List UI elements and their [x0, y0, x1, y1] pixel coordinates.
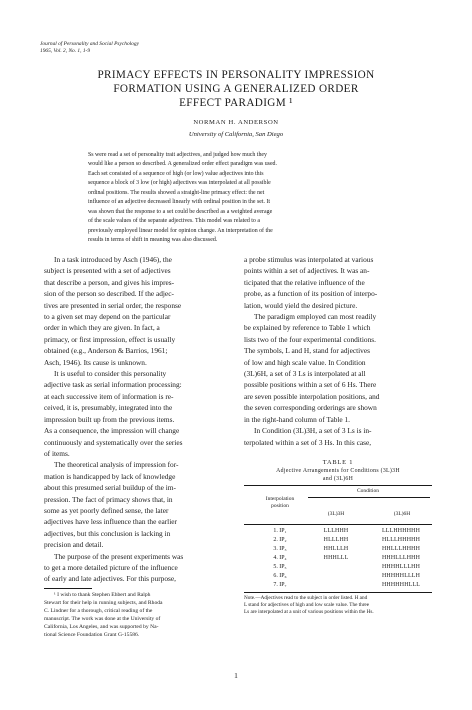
body-line: subject is presented with a set of adjectives: [44, 266, 171, 276]
row-position: 1. IP₁: [273, 527, 287, 534]
body-line: adjectives, but this conclusion is lacking in: [44, 528, 171, 538]
right-column: [244, 254, 432, 616]
body-line: Asch, 1946). Its cause is unknown.: [44, 357, 147, 367]
row-cell-b: HHHLLLHHH: [381, 554, 421, 561]
body-line: the seven corresponding orderings are shown: [244, 403, 377, 413]
body-line: of items.: [44, 448, 70, 458]
body-line: precision and detail.: [44, 540, 104, 550]
abstract-line: was shown that the response to a set could be described as a weighted average: [88, 208, 273, 215]
table-bottom-rule: [244, 592, 432, 593]
body-line: in the right-hand column of Table 1.: [244, 414, 351, 424]
abstract-line: of the scale values of the separate adjectives. This model was related to a: [88, 218, 260, 225]
table-header-rule: [244, 524, 432, 525]
row-cell-a: HHHLLL: [323, 554, 349, 561]
body-line: The theoretical analysis of impression for-: [54, 460, 179, 470]
title-line: PRIMACY EFFECTS IN PERSONALITY IMPRESSION: [97, 69, 375, 81]
table-note-line: Ls are interpolated at a unit of various positions within the Hs.: [244, 608, 374, 615]
abstract-line: influence of an adjective decreased linearly with ordinal position in the set. It: [88, 199, 271, 206]
body-line: The paradigm employed can most readily: [254, 312, 377, 322]
row-position: 6. IP₆: [273, 572, 287, 579]
journal-volume: 1965, Vol. 2, No. 1, 1-9: [40, 47, 91, 54]
footnote-line: manuscript. The work was done at the University of: [44, 616, 161, 623]
table-row: [244, 581, 432, 590]
row-cell-b: HHHHHLLLH: [381, 572, 421, 579]
left-column: [44, 254, 229, 640]
table-caption-line: Adjective Arrangements for Conditions (3L)3H: [276, 467, 400, 474]
row-cell-b: HLLLHHHHH: [381, 536, 421, 543]
row-cell-b: HHHHLLLHH: [381, 563, 421, 570]
table-condition-header: Condition: [356, 487, 379, 494]
table-body: [244, 527, 432, 591]
abstract-line: ordinal positions. The results showed a straight-line primacy effect: the net: [88, 189, 265, 196]
table-position-header: [260, 496, 300, 510]
body-line: be explained by reference to Table 1 which: [244, 323, 371, 333]
body-line: sion of the person so described. If the adjec-: [44, 289, 174, 299]
body-line: points within a set of adjectives. It was an-: [244, 266, 370, 276]
body-line: ticipated that the relative influence of the: [244, 277, 365, 287]
body-line: that describe a person, and gives his impres-: [44, 277, 175, 287]
journal-header: [40, 41, 139, 54]
body-line: probe, as a function of its position of interpo-: [244, 289, 378, 299]
body-line: adjective task as serial information processing:: [44, 380, 182, 390]
body-line: lation, would yield the desired picture.: [244, 300, 358, 310]
body-line: In Condition (3L)3H, a set of 3 Ls is in-: [254, 426, 372, 436]
position-header-line: position: [271, 502, 289, 509]
body-line: possible positions within a set of 6 Hs. There: [244, 380, 377, 390]
table-col-a-header: (3L)3H: [327, 510, 345, 517]
table-header: [244, 488, 432, 522]
table-row: [244, 536, 432, 545]
table-row: [244, 545, 432, 554]
footnote-line: ¹ I wish to thank Stephen Ehbert and Ralph: [54, 591, 151, 598]
author-name: NORMAN H. ANDERSON: [193, 119, 279, 126]
footnote-line: California, Los Angeles, and was supported by Na-: [44, 624, 159, 631]
table-row: [244, 554, 432, 563]
body-line: to a given set may depend on the particular: [44, 312, 171, 322]
position-header-line: Interpolation: [265, 495, 295, 502]
table-top-rule: [244, 485, 432, 486]
table-row: [244, 572, 432, 581]
row-cell-a: HHLLLH: [323, 545, 349, 552]
row-position: 5. IP₅: [273, 563, 287, 570]
page-number: 1: [234, 671, 238, 680]
table-label: TABLE 1: [322, 458, 354, 466]
body-line: primacy, or first impression, effect is usually: [44, 334, 176, 344]
row-position: 4. IP₄: [273, 554, 287, 561]
body-line: terpolated within a set of 3 Hs. In this case,: [244, 437, 372, 447]
table-row: [244, 563, 432, 572]
body-line: of early and late adjectives. For this purpose,: [44, 574, 176, 584]
paper-title: [50, 68, 422, 111]
table-spanner-rule: [308, 497, 430, 498]
body-line: tives are presented in serial order, the response: [44, 300, 182, 310]
row-position: 7. IP₇: [273, 582, 287, 589]
table-caption: [244, 467, 432, 483]
table-col-b-header: (3L)6H: [393, 510, 411, 517]
body-line: adjectives have less influence than the earlier: [44, 517, 177, 527]
table-note-line: Note.—Adjectives read to the subject in order listed. H and: [244, 594, 368, 601]
row-position: 2. IP₂: [273, 536, 287, 543]
body-line: As a consequence, the impression will change: [44, 426, 180, 436]
title-line: FORMATION USING A GENERALIZED ORDER: [113, 83, 359, 96]
footnote-line: Stewart for their help in running subjects, and Rhoda: [44, 599, 163, 606]
table-row: [244, 527, 432, 536]
body-line: of low and high scale value. In Condition: [244, 357, 366, 367]
journal-name: Journal of Personality and Social Psychology: [40, 41, 139, 47]
table-note-line: L stand for adjectives of high and low scale value. The three: [244, 601, 370, 608]
abstract-line: Each set consisted of a sequence of high (or low) value adjectives into this: [88, 170, 264, 177]
body-line: impression built up from the previous items.: [44, 414, 175, 424]
row-position: 3. IP₃: [273, 545, 287, 552]
body-line: ceived, it is, presumably, integrated into the: [44, 403, 173, 413]
body-line: a probe stimulus was interpolated at various: [244, 255, 374, 264]
row-cell-b: HHLLLHHHH: [381, 545, 421, 552]
body-line: about this presumed serial buildup of the im-: [44, 483, 176, 493]
table-note: [244, 595, 432, 616]
body-line: mation is handicapped by lack of knowledge: [44, 471, 176, 481]
row-cell-a: LLLHHH: [323, 527, 349, 534]
abstract-line: results in terms of shift in meaning was also discussed.: [88, 237, 218, 244]
abstract-line: Ss were read a set of personality trait adjectives, and judged how much they: [88, 152, 267, 158]
body-line: at each successive item of information is re-: [44, 391, 174, 401]
body-line: pression. The fact of primacy shows that, in: [44, 494, 173, 504]
abstract-line: previously employed linear model for opinion change. An interpretation of the: [88, 227, 273, 234]
table-caption-line: and (3L)6H: [322, 475, 354, 482]
body-line: lists two of the four experimental conditions.: [244, 334, 376, 344]
abstract: [88, 151, 388, 246]
row-cell-a: HLLLHH: [323, 536, 349, 543]
footnote-line: C. Lindner for a thorough, critical reading of the: [44, 607, 153, 614]
footnote-line: tional Science Foundation Grant G-15586.: [44, 632, 140, 639]
abstract-line: would like a person so described. A generalized order effect paradigm was used.: [88, 161, 277, 168]
body-line: continuously and systematically over the series: [44, 437, 183, 447]
body-line: The purpose of the present experiments was: [54, 551, 184, 561]
body-line: The symbols, L and H, stand for adjectives: [244, 346, 370, 356]
title-line: EFFECT PARADIGM ¹: [179, 97, 293, 110]
body-line: some as yet poorly defined sense, the later: [44, 505, 169, 515]
author-affiliation: University of California, San Diego: [188, 131, 284, 138]
row-cell-b: HHHHHHLLL: [381, 582, 421, 589]
row-cell-b: LLLHHHHHH: [381, 527, 421, 534]
body-line: to get a more detailed picture of the influence: [44, 562, 178, 572]
body-line: obtained (e.g., Anderson & Barrios, 1961;: [44, 346, 168, 356]
footnote: [44, 591, 229, 640]
body-line: are seven possible interpolation positions, and: [244, 391, 380, 401]
footnote-divider: [44, 588, 92, 589]
body-line: In a task introduced by Asch (1946), the: [54, 255, 172, 264]
body-line: order in which they are given. In fact, a: [44, 323, 160, 333]
abstract-line: sequence a block of 3 low (or high) adjectives was interpolated at all possible: [88, 180, 271, 187]
body-line: (3L)6H, a set of 3 Ls is interpolated at all: [244, 369, 366, 379]
body-line: It is useful to consider this personality: [54, 369, 167, 379]
